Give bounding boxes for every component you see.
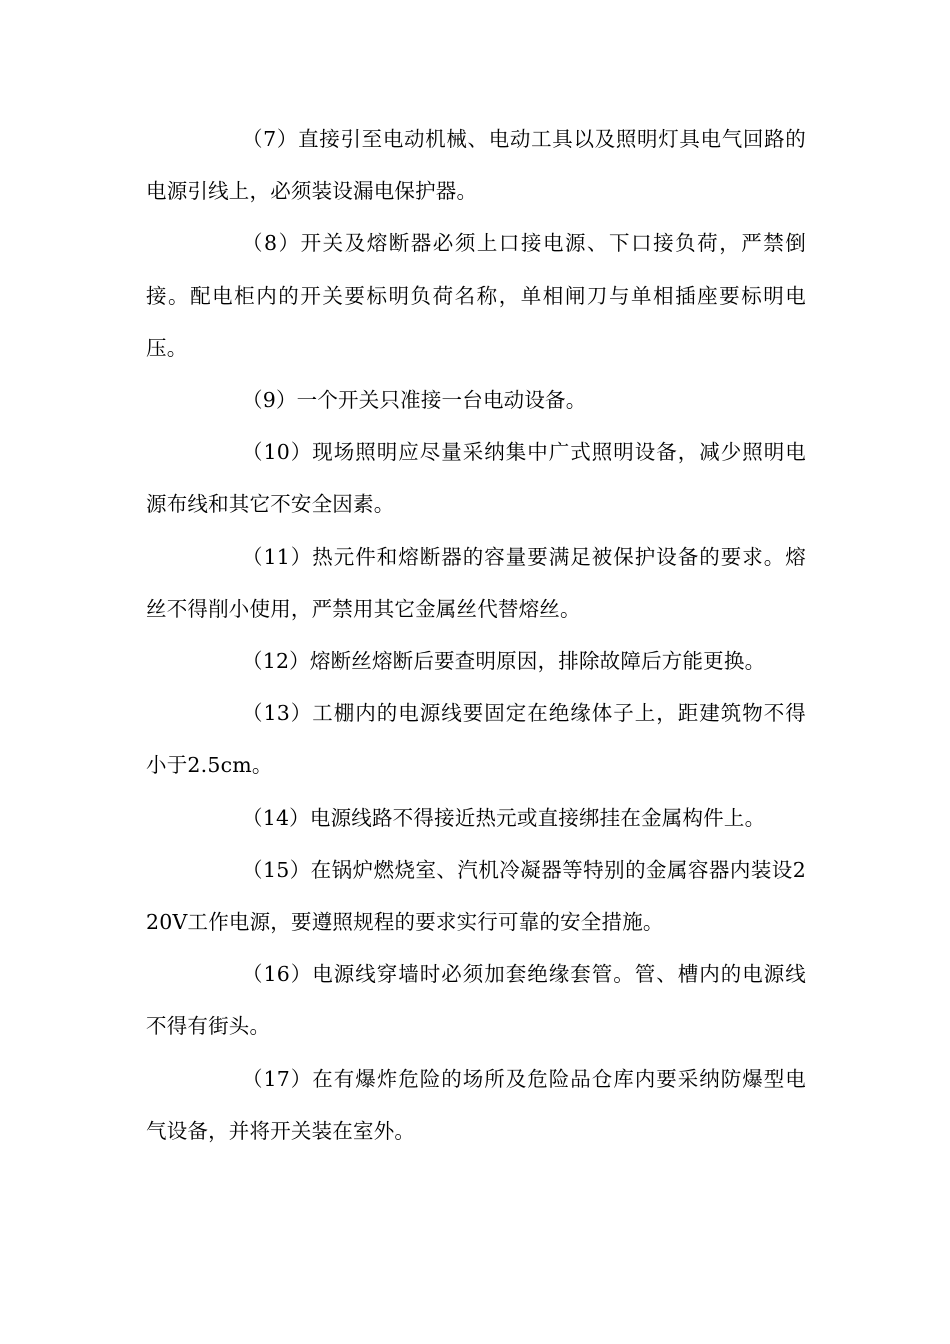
document-body <box>146 113 806 1157</box>
paragraph-item-10: （10）现场照明应尽量采纳集中广式照明设备，减少照明电源布线和其它不安全因素。 <box>146 440 806 517</box>
paragraph-item-8: （8）开关及熔断器必须上口接电源、下口接负荷，严禁倒接。配电柜内的开关要标明负荷名称，单相闸刀与单相插座要标明电压。 <box>146 231 806 360</box>
paragraph-item-11: （11）热元件和熔断器的容量要满足被保护设备的要求。熔丝不得削小使用，严禁用其它金属丝代替熔丝。 <box>146 544 806 621</box>
paragraph-item-13: （13）工棚内的电源线要固定在绝缘体子上，距建筑物不得小于2.5cm。 <box>146 701 806 778</box>
paragraph-item-14: （14）电源线路不得接近热元或直接绑挂在金属构件上。 <box>242 805 766 830</box>
paragraph-item-16: （16）电源线穿墙时必须加套绝缘套管。管、槽内的电源线不得有街头。 <box>146 962 806 1039</box>
paragraph-item-17: （17）在有爆炸危险的场所及危险品仓库内要采纳防爆型电气设备，并将开关装在室外。 <box>146 1066 806 1143</box>
paragraph-item-15: （15）在锅炉燃烧室、汽机冷凝器等特别的金属容器内装设220V工作电源，要遵照规程的要求实行可靠的安全措施。 <box>146 857 806 935</box>
paragraph-item-7: （7）直接引至电动机械、电动工具以及照明灯具电气回路的电源引线上，必须装设漏电保护器。 <box>146 127 806 204</box>
paragraph-item-12: （12）熔断丝熔断后要查明原因，排除故障后方能更换。 <box>242 649 766 674</box>
paragraph-item-9: （9）一个开关只准接一台电动设备。 <box>242 388 587 413</box>
